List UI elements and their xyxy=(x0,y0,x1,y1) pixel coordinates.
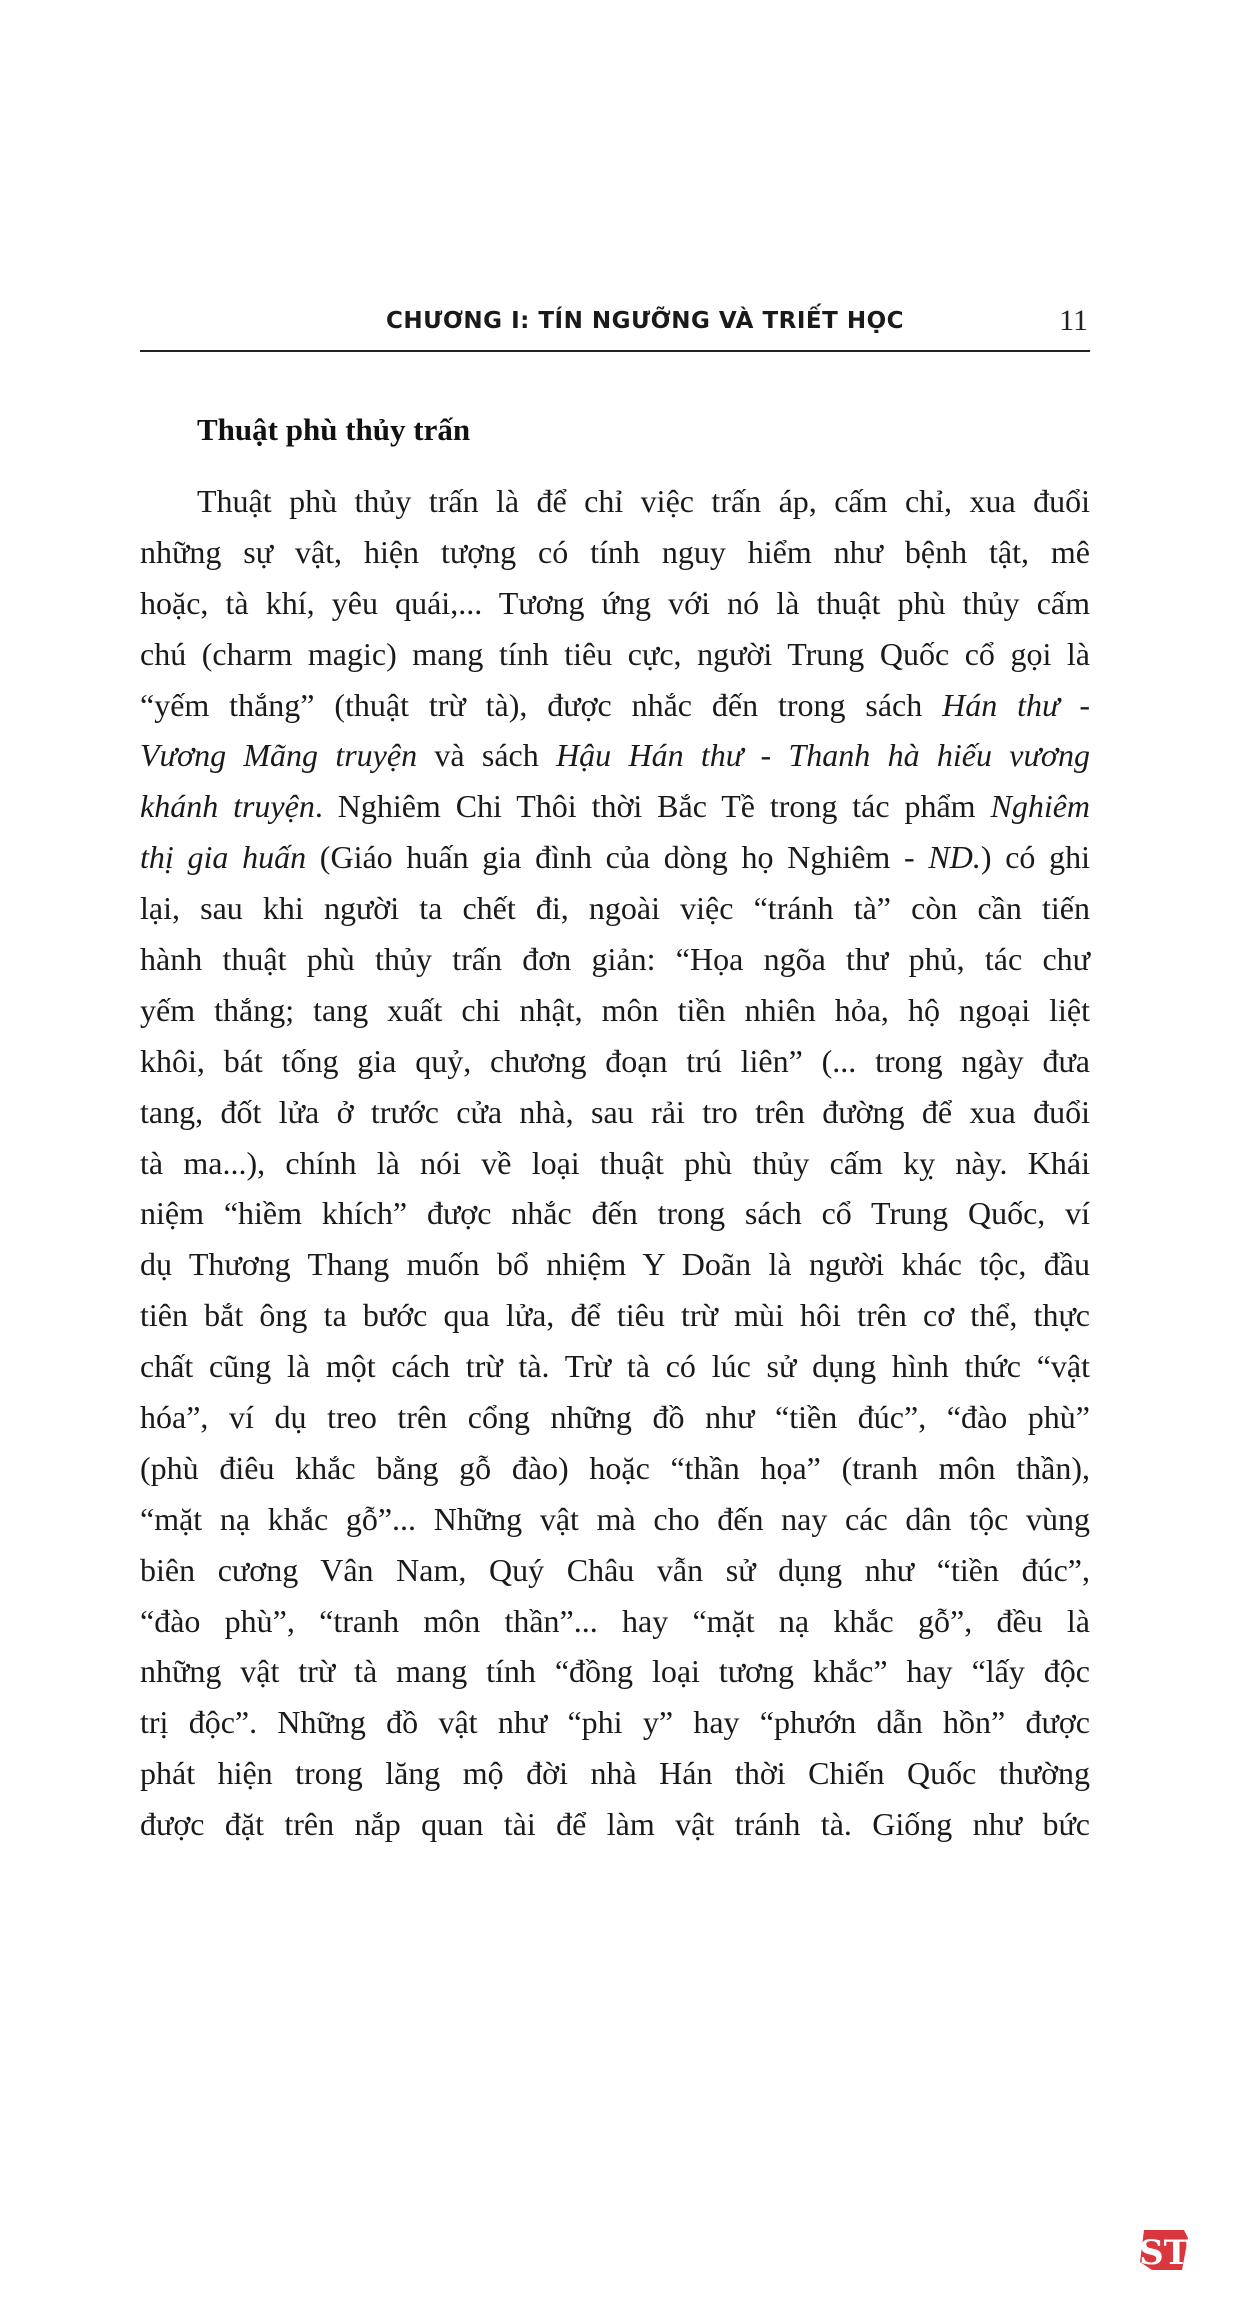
text-line xyxy=(140,1596,1090,1647)
text-segment: “yếm thắng” (thuật trừ tà), được nhắc đến trong sách xyxy=(140,686,943,723)
text-line xyxy=(140,1239,1090,1290)
section-heading: Thuật phù thủy trấn xyxy=(197,412,471,447)
text-segment: hành thuật phù thủy trấn đơn giản: “Họa ngõa thư phủ, tác chư xyxy=(140,941,1090,978)
text-segment: phát hiện trong lăng mộ đời nhà Hán thời Chiến Quốc thường xyxy=(140,1755,1090,1792)
text-segment: khôi, bát tống gia quỷ, chương đoạn trú liên” (... trong ngày đưa xyxy=(140,1042,1090,1079)
text-line xyxy=(140,1341,1090,1392)
text-segment: niệm “hiềm khích” được nhắc đến trong sách cổ Trung Quốc, ví xyxy=(140,1195,1090,1232)
italic-title-text: khánh truyện xyxy=(140,788,315,825)
text-segment: biên cương Vân Nam, Quý Châu vẫn sử dụng như “tiền đúc”, xyxy=(140,1551,1090,1588)
text-line xyxy=(140,476,1090,527)
text-segment: Thuật phù thủy trấn là để chỉ việc trấn áp, cấm chỉ, xua đuổi xyxy=(197,483,1090,519)
text-line xyxy=(140,1036,1090,1087)
text-line xyxy=(140,1087,1090,1138)
text-segment: những vật trừ tà mang tính “đồng loại tương khắc” hay “lấy độc xyxy=(140,1653,1090,1690)
text-line xyxy=(140,1188,1090,1239)
text-segment: tà ma...), chính là nói về loại thuật phù thủy cấm kỵ này. Khái xyxy=(140,1144,1090,1181)
text-line xyxy=(140,730,1090,781)
text-line xyxy=(140,1697,1090,1748)
text-line xyxy=(140,1545,1090,1596)
text-line xyxy=(140,1494,1090,1545)
text-segment: ) có ghi xyxy=(980,839,1091,876)
text-line xyxy=(140,527,1090,578)
text-segment: (Giáo huấn gia đình của dòng họ Nghiêm - xyxy=(306,839,929,876)
text-line xyxy=(140,781,1090,832)
text-line xyxy=(140,1799,1090,1850)
publisher-logo-icon xyxy=(1138,2222,1190,2274)
text-line xyxy=(140,883,1090,934)
text-line xyxy=(140,1748,1090,1799)
logo-text: ST xyxy=(1139,2233,1189,2273)
chapter-title: CHƯƠNG I: TÍN NGƯỠNG VÀ TRIẾT HỌC xyxy=(386,308,904,334)
text-line xyxy=(140,1290,1090,1341)
text-line xyxy=(140,934,1090,985)
italic-title-text: Hậu Hán thư - Thanh hà hiếu vương xyxy=(556,737,1091,774)
text-line xyxy=(140,1443,1090,1494)
running-header xyxy=(140,300,1090,352)
body-paragraph xyxy=(140,476,1090,1850)
text-line xyxy=(140,680,1090,731)
text-line xyxy=(140,985,1090,1036)
text-line xyxy=(140,1646,1090,1697)
text-line xyxy=(140,629,1090,680)
text-segment: những sự vật, hiện tượng có tính nguy hiểm như bệnh tật, mê xyxy=(140,533,1090,570)
text-segment: chất cũng là một cách trừ tà. Trừ tà có lúc sử dụng hình thức “vật xyxy=(140,1348,1090,1385)
text-segment: hóa”, ví dụ treo trên cổng những đồ như “tiền đúc”, “đào phù” xyxy=(140,1399,1090,1436)
text-segment: lại, sau khi người ta chết đi, ngoài việc “tránh tà” còn cần tiến xyxy=(140,890,1090,927)
page-number: 11 xyxy=(1059,304,1088,337)
text-segment: - xyxy=(1059,686,1091,723)
text-segment: . Nghiêm Chi Thôi thời Bắc Tề trong tác phẩm xyxy=(314,788,991,825)
text-segment: tiên bắt ông ta bước qua lửa, để tiêu trừ mùi hôi trên cơ thể, thực xyxy=(140,1297,1090,1334)
text-segment: hoặc, tà khí, yêu quái,... Tương ứng với nó là thuật phù thủy cấm xyxy=(140,584,1090,621)
text-segment: chú (charm magic) mang tính tiêu cực, người Trung Quốc cổ gọi là xyxy=(140,635,1090,672)
italic-title-text: ND. xyxy=(928,839,981,876)
italic-title-text: Nghiêm xyxy=(990,788,1091,825)
text-segment: được đặt trên nắp quan tài để làm vật tránh tà. Giống như bức xyxy=(140,1806,1090,1843)
italic-title-text: thị gia huấn xyxy=(140,839,307,876)
text-line xyxy=(140,1392,1090,1443)
text-line xyxy=(140,578,1090,629)
text-segment: yếm thắng; tang xuất chi nhật, môn tiền nhiên hỏa, hộ ngoại liệt xyxy=(140,991,1090,1028)
italic-title-text: Hán thư xyxy=(942,686,1060,723)
text-segment: (phù điêu khắc bằng gỗ đào) hoặc “thần họa” (tranh môn thần), xyxy=(140,1449,1090,1486)
text-segment: tang, đốt lửa ở trước cửa nhà, sau rải tro trên đường để xua đuổi xyxy=(140,1093,1090,1130)
text-line xyxy=(140,1138,1090,1189)
text-segment: và sách xyxy=(417,737,557,774)
italic-title-text: Vương Mãng truyện xyxy=(140,737,418,774)
text-segment: “mặt nạ khắc gỗ”... Những vật mà cho đến nay các dân tộc vùng xyxy=(140,1500,1090,1537)
text-segment: trị độc”. Những đồ vật như “phi y” hay “phướn dẫn hồn” được xyxy=(140,1704,1090,1741)
text-segment: dụ Thương Thang muốn bổ nhiệm Y Doãn là người khác tộc, đầu xyxy=(140,1246,1090,1283)
text-segment: “đào phù”, “tranh môn thần”... hay “mặt nạ khắc gỗ”, đều là xyxy=(140,1602,1090,1639)
text-line xyxy=(140,832,1090,883)
